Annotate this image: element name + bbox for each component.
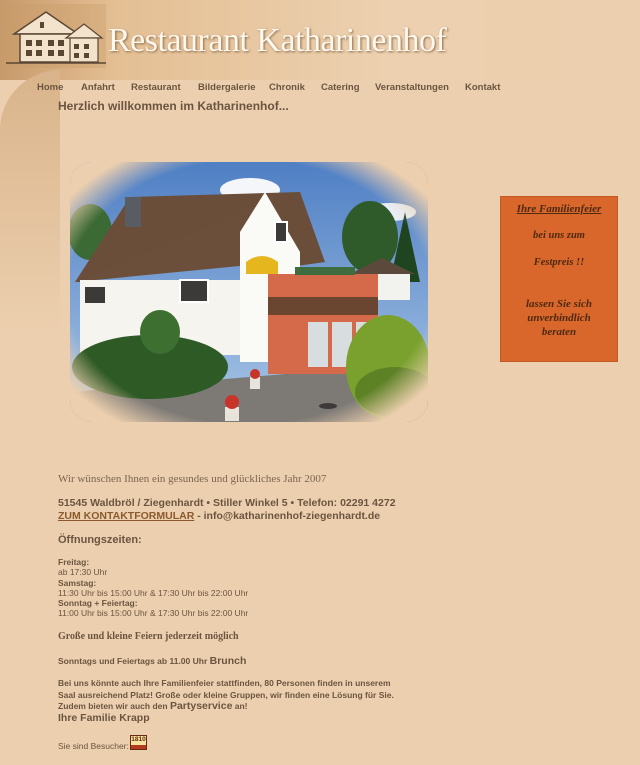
hours-time-saturday: 11:30 Uhr bis 15:00 Uhr & 17:30 Uhr bis 22:00 Uhr: [58, 587, 249, 598]
contact-email: - info@katharinenhof-ziegenhardt.de: [194, 510, 381, 522]
para-line-1: Bei uns könnte auch Ihre Familienfeier stattfinden, 80 Personen finden in unserem: [58, 678, 391, 688]
contact-line: [58, 510, 380, 522]
nav-item-chronik[interactable]: Chronik: [269, 82, 305, 93]
visitor-counter: [130, 735, 147, 750]
nav-item-restaurant[interactable]: Restaurant: [131, 82, 181, 93]
welcome-heading: Herzlich willkommen im Katharinenhof...: [58, 99, 289, 113]
hours-time-sunday: 11:00 Uhr bis 15:00 Uhr & 17:30 Uhr bis 22:00 Uhr: [58, 608, 249, 619]
nav-item-catering[interactable]: Catering: [321, 82, 360, 93]
promo-line-6: beraten: [541, 326, 577, 338]
partyservice-text: Partyservice: [169, 700, 233, 712]
main-nav: [0, 82, 640, 96]
promo-line-3: Festpreis !!: [533, 257, 585, 268]
restaurant-building-photo: [70, 162, 428, 422]
house-logo-icon: [6, 4, 106, 68]
hours-time-friday: ab 17:30 Uhr: [58, 567, 108, 578]
site-title: Restaurant Katharinenhof: [108, 22, 447, 59]
hours-day-saturday: Samstag:: [58, 577, 97, 588]
opening-hours-title: Öffnungszeiten:: [58, 534, 142, 546]
promo-line-2: bei uns zum: [533, 230, 585, 241]
visitor-label: Sie sind Besucher:: [58, 741, 129, 751]
family-party-paragraph: [58, 678, 418, 724]
para-line-3-prefix: Zudem bieten wir auch den: [58, 701, 170, 711]
nav-item-home[interactable]: Home: [37, 82, 64, 93]
opening-hours: [58, 557, 248, 619]
promo-line-1: Ihre Familienfeier: [516, 203, 602, 215]
nav-item-bildergalerie[interactable]: Bildergalerie: [198, 82, 256, 93]
nav-item-anfahrt[interactable]: Anfahrt: [81, 82, 115, 93]
restaurant-photo: [70, 162, 428, 422]
counter-bar: [131, 745, 146, 749]
address-line: 51545 Waldbröl / Ziegenhardt • Stiller Winkel 5 • Telefon: 02291 4272: [58, 497, 396, 509]
para-line-3-suffix: an!: [232, 701, 248, 711]
nav-item-veranstaltungen[interactable]: Veranstaltungen: [375, 82, 449, 93]
promo-line-4: lassen Sie sich: [525, 298, 592, 310]
hours-day-sunday: Sonntag + Feiertag:: [58, 598, 138, 609]
nav-item-kontakt[interactable]: Kontakt: [465, 82, 501, 93]
visitor-count: 1810: [131, 736, 146, 743]
promo-familienfeier[interactable]: [500, 196, 618, 362]
contact-form-link[interactable]: ZUM KONTAKTFORMULAR: [58, 510, 195, 522]
para-line-2: Saal ausreichend Platz! Große oder kleine Gruppen, wir finden eine Lösung für Sie.: [58, 689, 394, 700]
brunch-note: [58, 655, 246, 667]
new-year-wish: Wir wünschen Ihnen ein gesundes und glückliches Jahr 2007: [58, 473, 327, 485]
hours-day-friday: Freitag:: [58, 557, 90, 567]
promo-line-5: unverbindlich: [527, 312, 591, 324]
signature: Ihre Familie Krapp: [58, 711, 150, 724]
decorative-curve: [0, 70, 60, 330]
brunch-word: Brunch: [209, 655, 247, 667]
feiern-note: Große und kleine Feiern jederzeit möglich: [58, 631, 239, 642]
brunch-prefix: Sonntags und Feiertags ab 11.00 Uhr: [58, 656, 210, 666]
